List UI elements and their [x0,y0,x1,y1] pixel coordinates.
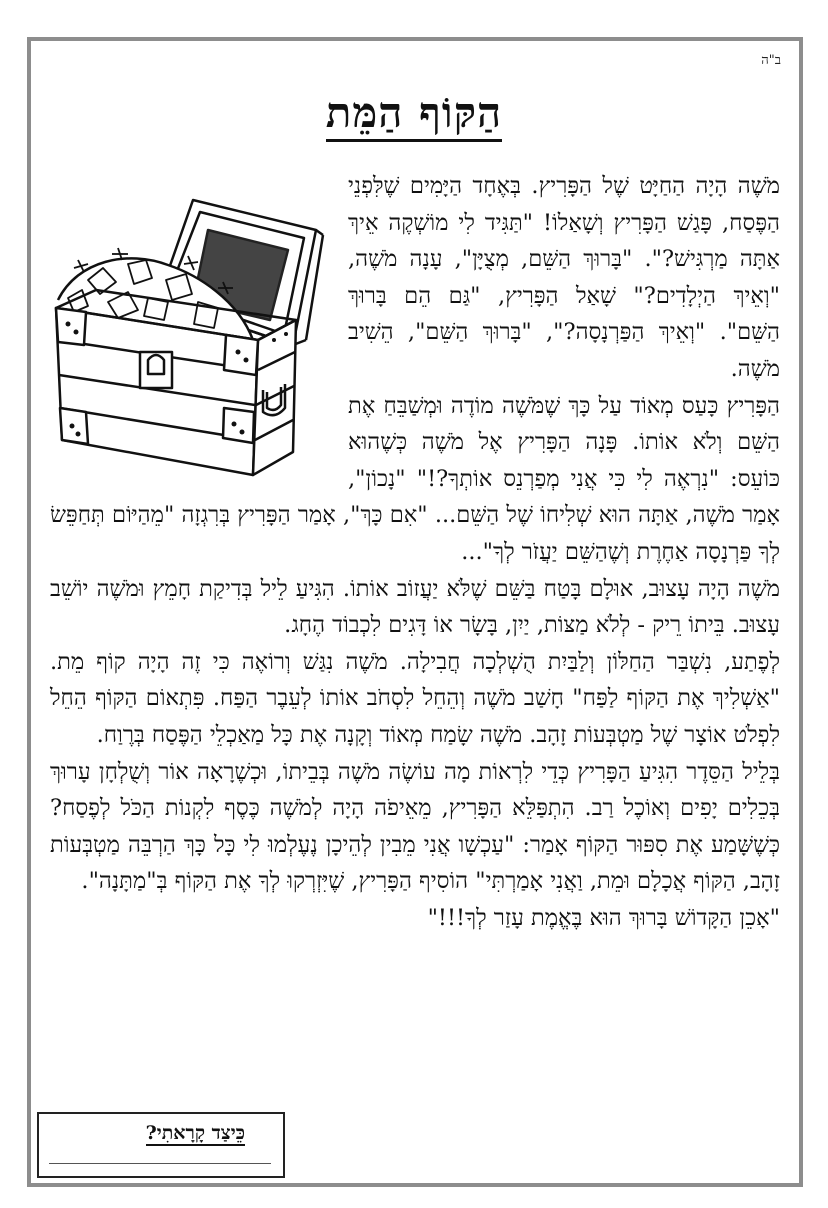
self-assessment-title: כֵּיצַד קָרָאתִי? [145,1122,245,1144]
bh-mark: ב"ה [761,53,781,68]
self-assessment-box [37,1112,285,1178]
story-paragraph-3: מֹשֶׁה הָיָה עָצוּב, אוּלָם בָּטַח בַּשֵּׁם שֶׁלֹּא יַעֲזוֹב אוֹתוֹ. הִגִּיעַ לֵיל בְּדִיקַת חָמֵץ וּמֹשֶׁה יוֹשֵׁב עָצוּב. בֵּיתוֹ רֵיק - לְלֹא מַצּוֹת, יַיִן, בָּשָׂר אוֹ דָּגִים לִכְבוֹד הֶחָג. [50,575,780,639]
story-text [50,168,780,936]
story-paragraph-6: "אָכֵן הַקָּדוֹשׁ בָּרוּךְ הוּא בֶּאֱמֶת עָזַר לְךָ!!!" [427,904,780,931]
story-paragraph-4: לְפֶתַע, נִשְׁבַּר הַחַלּוֹן וְלַבַּיִת הֻשְׁלְכָה חֲבִילָה. מֹשֶׁה נִגַּשׁ וְרוֹאֶה כִּי זֶה הָיָה קוֹף מֵת. "אַשְׁלִיךְ אֶת הַקּוֹף לַפַּח" חָשַׁב מֹשֶׁה וְהֵחֵל לִסְחֹב אוֹתוֹ לְעֵבֶר הַפַּח. פִּתְאוֹם הַקּוֹף הֵחֵל לִפְלֹט אוֹצָר שֶׁל מַטְבְּעוֹת זָהָב. מֹשֶׁה שָׂמַח מְאוֹד וְקָנָה אֶת כָּל מַאַכְלֵי הַפֶּסַח בְּרֶוַח. [50,648,780,748]
title-text: הַקּוֹף הַמֵּת [326,88,502,142]
image-spacer [50,168,340,490]
story-paragraph-2: הַפָּרִיץ כָּעַס מְאוֹד עַל כָּךְ שֶׁמֹּשֶׁה מוֹדֶה וּמְשַׁבֵּחַ אֶת הַשֵּׁם וְלֹא אוֹתוֹ. פָּנָה הַפָּרִיץ אֶל מֹשֶׁה כְּשֶׁהוּא כּוֹעֵס: "נִרְאֶה לִי כִּי אֲנִי מְפַרְנֵס אוֹתְךָ?!" "נָכוֹן", אָמַר מֹשֶׁה, אַתָּה הוּא שְׁלִיחוֹ שֶׁל הַשֵּׁם... "אִם כָּךְ", אָמַר הַפָּרִיץ בְּרִגְזָה "מֵהַיּוֹם תְּחַפֵּשׂ לְךָ פַּרְנָסָה אַחֶרֶת וְשֶׁהַשֵּׁם יַעֲזֹר לְךָ"... [50,392,780,565]
story-paragraph-5: בְּלֵיל הַסֵּדֶר הִגִּיעַ הַפָּרִיץ כְּדֵי לִרְאוֹת מָה עוֹשֶׂה מֹשֶׁה בְּבֵיתוֹ, וּכְשֶׁרָאָה אוֹר וְשֻׁלְחָן עָרוּךְ בְּכֵלִים יָפִים וְאוֹכֶל רַב. הִתְפַּלֵּא הַפָּרִיץ, מֵאֵיפֹה הָיָה לְמֹשֶׁה כֶּסֶף לִקְנוֹת הַכֹּל לְפֶסַח? כְּשֶׁשָּׁמַע אֶת סִפּוּר הַקּוֹף אָמַר: "עַכְשָׁו אֲנִי מֵבִין לְהֵיכָן נֶעֶלְמוּ לִי כָּל כָּךְ הַרְבֵּה מַטְבְּעוֹת זָהָב, הַקּוֹף אֲכָלָם וּמֵת, וַאֲנִי אָמַרְתִּי" הוֹסִיף הַפָּרִיץ, שֶׁיִּזְרְקוּ לְךָ אֶת הַקּוֹף בְּ"מַתָּנָה". [50,758,780,895]
story-paragraph-1: מֹשֶׁה הָיָה הַחַיָּט שֶׁל הַפָּרִיץ. בְּאֶחָד הַיָּמִים שֶׁלִּפְנֵי הַפֶּסַח, פָּגַשׁ הַפָּרִיץ וְשָׁאַלוֹ! "תַּגִּיד לִי מוֹשְׁקֶה אֵיךְ אַתָּה מַרְגִּישׁ?". "בָּרוּךְ הַשֵּׁם, מְצֻיָּן", עָנָה מֹשֶׁה, "וְאֵיךְ הַיְלָדִים?" שָׁאַל הַפָּרִיץ, "גַּם הֵם בָּרוּךְ הַשֵּׁם". "וְאֵיךְ הַפַּרְנָסָה?", "בָּרוּךְ הַשֵּׁם", הֵשִׁיב מֹשֶׁה. [348,173,780,382]
answer-line[interactable] [49,1163,271,1164]
page-title [0,88,828,138]
